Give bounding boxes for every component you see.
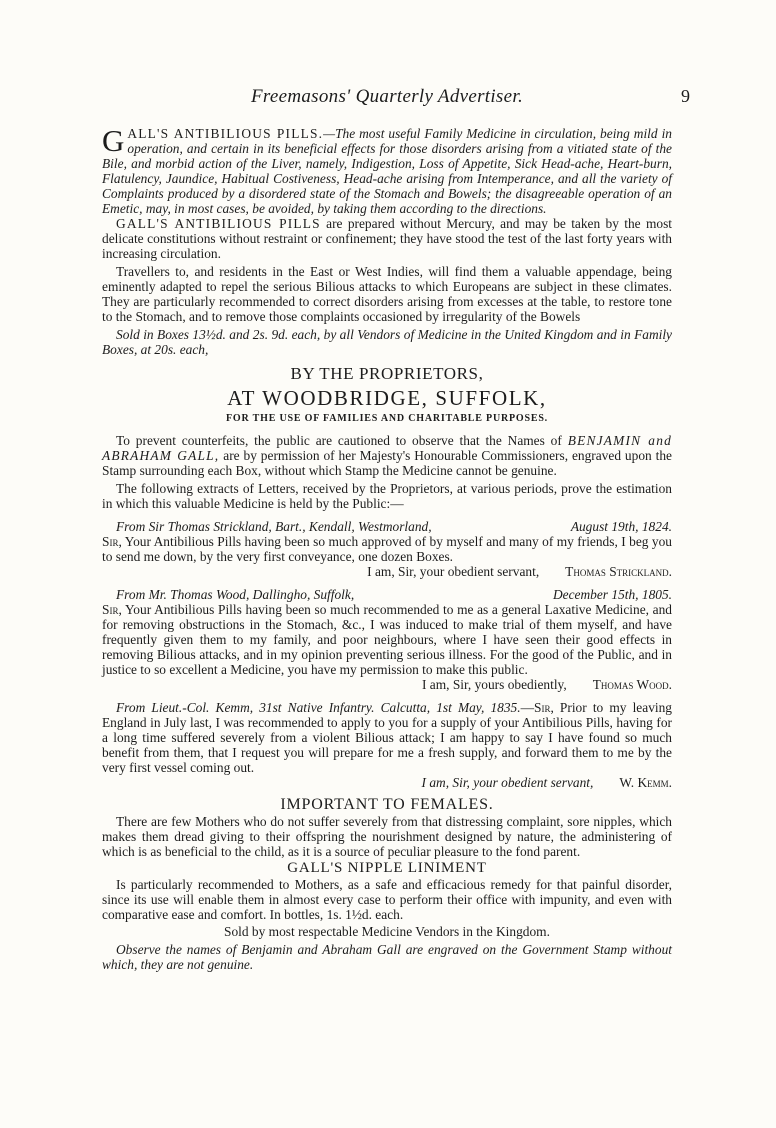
- proprietors-heading: BY THE PROPRIETORS,: [290, 364, 484, 383]
- running-header: [102, 86, 690, 110]
- letter-closing: I am, Sir, your obedient servant,: [367, 564, 540, 579]
- letter-wood: [102, 587, 672, 692]
- drop-cap: G: [102, 123, 125, 158]
- travellers-paragraph: Travellers to, and residents in the East or West Indies, will find them a valuable appendage, being eminently adapted to repel the serious Bilious attacks to which Europeans are subject in these climates. They are particularly recommended to correct disorders arising from excesses at the table, to restore tone to the Stomach, and to remove those complaints occasioned by irregularity of the Bowels: [102, 264, 672, 324]
- counterfeit-paragraph: [102, 433, 672, 478]
- letter-closing: I am, Sir, your obedient servant,: [421, 775, 594, 790]
- letter-closing: I am, Sir, yours obediently,: [421, 677, 567, 692]
- intro-paragraph: [102, 123, 672, 216]
- females-paragraph: There are few Mothers who do not suffer severely from that distressing complaint, sore nipples, which makes them dread giving to their offspring the nourishment designed by nature, the administering of which is as beneficial to the child, as it is a source of peculiar pleasure to the fond parent.: [102, 814, 672, 859]
- liniment-paragraph: Is particularly recommended to Mothers, as a safe and efficacious remedy for that painful disorder, since its use will enable them in almost every case to perform their office with impunity, and even with comparative ease and comfort. In bottles, 1s. 1½d. each.: [102, 877, 672, 922]
- stamp-note: Observe the names of Benjamin and Abraham Gall are engraved on the Government Stamp without which, they are not genuine.: [102, 942, 672, 972]
- sold-line: Sold by most respectable Medicine Vendors in the Kingdom.: [224, 924, 550, 939]
- letter-signature: Thomas Strickland.: [565, 564, 672, 579]
- letter-signature: W. Kemm.: [619, 775, 672, 790]
- letter-body: [102, 534, 672, 564]
- letter-strickland: [102, 519, 672, 579]
- letter-signoff: [102, 775, 672, 790]
- letter-text: Your Antibilious Pills having been so much approved of by myself and many of my friends, I beg you to send me down, by the very first conveyance, one dozen Boxes.: [102, 534, 672, 564]
- page-number: 9: [681, 86, 690, 106]
- letter-date: August 19th, 1824.: [570, 519, 672, 534]
- pills-title: GALL'S ANTIBILIOUS PILLS: [116, 216, 321, 231]
- letter-signoff: [102, 677, 672, 692]
- females-heading: IMPORTANT TO FEMALES.: [280, 796, 494, 813]
- proprietor-names: BENJAMIN and ABRAHAM GALL,: [102, 433, 672, 463]
- counterfeit-start: To prevent counterfeits, the public are cautioned to observe that the Names of: [116, 433, 562, 448]
- letter-salutation: Sir,: [102, 534, 122, 549]
- letter-from: From Mr. Thomas Wood, Dallingho, Suffolk,: [116, 587, 355, 602]
- letter-text: Your Antibilious Pills having been so much recommended to me as a general Laxative Medicine, and for removing obstructions in the Stomach, &c., I was induced to make trial of them myself, and have frequently given them to my family, and poor neighbours, where I have seen their good effects in removing Bilious attacks, and in my opinion preventing serious illness. For the good of the Public, and in justice to so excellent a Medicine, you have my permission to make this public.: [102, 602, 672, 677]
- extracts-intro: The following extracts of Letters, received by the Proprietors, at various periods, prove the estimation in which this valuable Medicine is held by the Public:—: [102, 481, 672, 511]
- letter-from: From Sir Thomas Strickland, Bart., Kendall, Westmorland,: [116, 519, 432, 534]
- letter-salutation: —Sir,: [520, 700, 554, 715]
- letter-salutation: Sir,: [102, 602, 122, 617]
- article-body: [102, 123, 673, 972]
- liniment-heading: GALL'S NIPPLE LINIMENT: [287, 860, 487, 876]
- counterfeit-rest: are by permission of her Majesty's Honourable Commissioners, engraved upon the Stamp surrounding each Box, without which Stamp the Medicine cannot be genuine.: [102, 448, 672, 478]
- no-mercury-text: are prepared without Mercury, and may be taken by the most delicate constitutions without restraint or confinement; they have stood the test of the last forty years with increasing circulation.: [102, 216, 672, 261]
- letter-kemm: [102, 700, 672, 790]
- letter-from-line: [102, 519, 672, 534]
- location-heading: AT WOODBRIDGE, SUFFOLK,: [227, 386, 547, 410]
- letter-date: Calcutta, 1st May, 1835.: [380, 700, 521, 715]
- use-heading: FOR THE USE OF FAMILIES AND CHARITABLE PURPOSES.: [226, 413, 548, 424]
- letter-text: Prior to my leaving England in July last, I was recommended to apply to you for a supply of your Antibilious Pills, having for a long time suffered severely from a violent Bilious attack; I am happy to say I have found so much benefit from them, that I request you will prepare for me a fresh supply, and forward them to me by the very first vessel coming out.: [102, 700, 673, 775]
- letter-body: [102, 602, 672, 677]
- letter-date: December 15th, 1805.: [553, 587, 672, 602]
- no-mercury-paragraph: [102, 216, 672, 261]
- intro-title: ALL'S ANTIBILIOUS PILLS.: [127, 126, 324, 141]
- running-title: Freemasons' Quarterly Advertiser.: [250, 86, 523, 107]
- letter-signoff: [102, 564, 672, 579]
- intro-text: —The most useful Family Medicine in circulation, being mild in operation, and certain in its beneficial effects for those disorders arising from a vitiated state of the Bile, and morbid action of the Liver, namely, Indigestion, Loss of Appetite, Sick Head-ache, Heart-burn, Flatulency, Jaundice, Habitual Costiveness, Head-ache arising from Intemperance, and all the variety of Complaints produced by a disordered state of the Stomach and Bowels; the disagreeable operation of an Emetic, may, in most cases, be avoided, by taking them according to the directions.: [102, 126, 672, 216]
- letter-signature: Thomas Wood.: [592, 677, 672, 692]
- letter-from-line: [102, 587, 672, 602]
- letter-from: From Lieut.-Col. Kemm, 31st Native Infantry.: [116, 700, 375, 715]
- letter-body: [102, 700, 672, 775]
- prices-paragraph: Sold in Boxes 13½d. and 2s. 9d. each, by all Vendors of Medicine in the United Kingdom and in Family Boxes, at 20s. each,: [102, 327, 672, 357]
